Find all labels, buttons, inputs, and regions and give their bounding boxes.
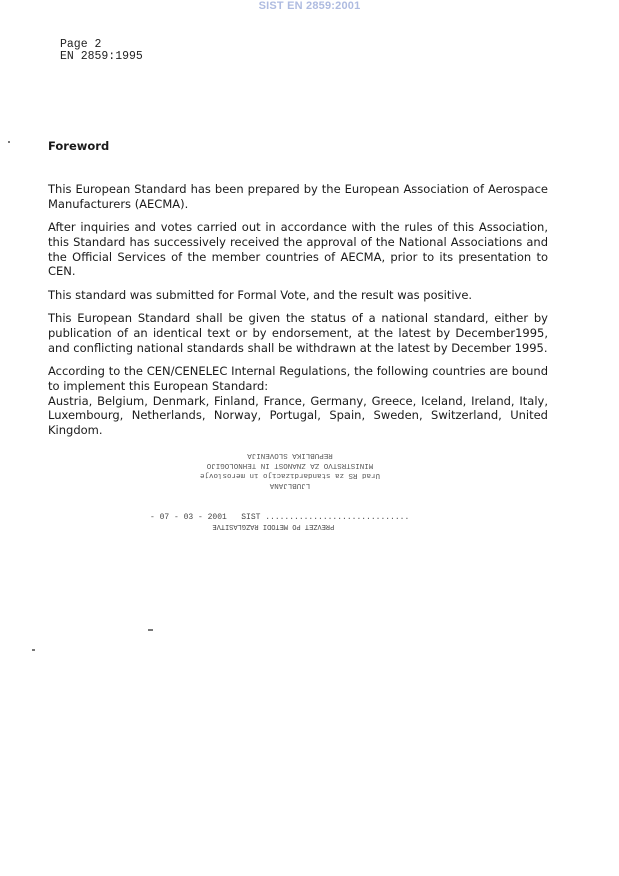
- paragraph-formal-vote: This standard was submitted for Formal Vote, and the result was positive.: [48, 287, 473, 302]
- scan-speck: [148, 629, 153, 631]
- paragraph-national-status: This European Standard shall be given the status of a national standard, either by publication of an identical text or by endorsement, at the latest by December1995, and conflicting national standards shall be withdrawn at the latest by December 1995.: [48, 311, 548, 355]
- page-number: Page 2: [60, 38, 102, 51]
- standard-code: EN 2859:1995: [60, 50, 143, 63]
- stamp-line-4: LJUBLJANA: [269, 481, 311, 489]
- foreword-body: [48, 182, 548, 438]
- stamp-line-1: REPUBLIKA SLOVENIJA: [247, 451, 333, 459]
- page-header: [60, 39, 143, 63]
- foreword-heading: Foreword: [48, 139, 110, 153]
- stamp-line-2: MINISTRSTVO ZA ZNANOST IN TEHNOLOGIJO: [206, 461, 374, 469]
- paragraph-regulations: According to the CEN/CENELEC Internal Regulations, the following countries are bound to implement this European Standard:: [48, 363, 548, 393]
- stamp-line-6: PREVZET PO METODI RAZGLASITVE: [212, 522, 335, 530]
- stamp-signature-line: [150, 513, 409, 530]
- stamp-date-mark: - 07 - 03 - 2001: [150, 513, 227, 522]
- scan-speck: [8, 141, 10, 143]
- stamp-line-5: SIST ..............................: [241, 513, 410, 522]
- official-stamp: [200, 450, 380, 490]
- document-watermark: SIST EN 2859:2001: [258, 0, 361, 12]
- scan-speck: [32, 649, 35, 651]
- stamp-line-3: Urad RS za standardizacijo in meroslovje: [200, 471, 380, 479]
- paragraph-prepared-by: This European Standard has been prepared by the European Association of Aerospace Manufacturers (AECMA).: [48, 182, 548, 211]
- paragraph-approval: After inquiries and votes carried out in accordance with the rules of this Association, this Standard has successively received the approval of the National Associations and the Official Services of the member countries of AECMA, prior to its presentation to CEN.: [48, 220, 548, 279]
- paragraph-countries: Austria, Belgium, Denmark, Finland, France, Germany, Greece, Iceland, Ireland, Italy, Luxembourg, Netherlands, Norway, Portugal, Spain, Sweden, Switzerland, United Kingdom.: [48, 393, 548, 438]
